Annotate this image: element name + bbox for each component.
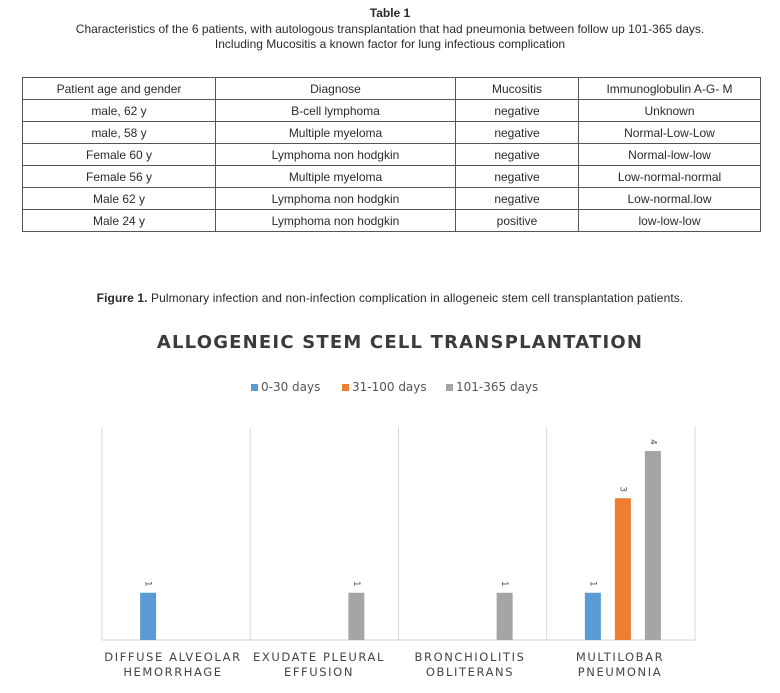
legend-swatch xyxy=(446,384,453,391)
cell-mucositis: positive xyxy=(456,210,579,232)
data-label: 1 xyxy=(499,580,510,587)
cell-age-gender: Male 62 y xyxy=(23,188,216,210)
header-immunoglobulin: Immunoglobulin A-G- M xyxy=(579,78,761,100)
table-row xyxy=(23,188,761,210)
category-label: PNEUMONIA xyxy=(577,665,663,679)
bar xyxy=(615,498,631,640)
bar xyxy=(497,593,513,640)
header-diagnose: Diagnose xyxy=(216,78,456,100)
cell-age-gender: male, 62 y xyxy=(23,100,216,122)
table-caption-line2: Including Mucositis a known factor for lung infectious complication xyxy=(214,37,566,51)
cell-diagnose: Multiple myeloma xyxy=(216,122,456,144)
cell-immunoglobulin: Normal-Low-Low xyxy=(579,122,761,144)
bar xyxy=(585,593,601,640)
category-label: EXUDATE PLEURAL xyxy=(253,650,385,664)
cell-mucositis: negative xyxy=(456,144,579,166)
category-label: HEMORRHAGE xyxy=(123,665,223,679)
figure-caption xyxy=(0,291,780,305)
cell-mucositis: negative xyxy=(456,122,579,144)
cell-immunoglobulin: Unknown xyxy=(579,100,761,122)
table-row xyxy=(23,210,761,232)
data-label: 3 xyxy=(617,486,628,493)
legend-label: 0-30 days xyxy=(261,380,321,394)
patients-table xyxy=(22,77,761,232)
table-row xyxy=(23,166,761,188)
header-age-gender: Patient age and gender xyxy=(23,78,216,100)
data-label: 1 xyxy=(350,580,361,587)
data-label: 1 xyxy=(587,580,598,587)
chart-legend xyxy=(251,380,538,394)
figure-label: Figure 1. xyxy=(96,291,148,305)
header-mucositis: Mucositis xyxy=(456,78,579,100)
category-label: BRONCHIOLITIS xyxy=(414,650,526,664)
bar xyxy=(645,451,661,640)
chart-title: ALLOGENEIC STEM CELL TRANSPLANTATION xyxy=(156,332,644,353)
category-label: MULTILOBAR xyxy=(575,650,665,664)
cell-age-gender: Male 24 y xyxy=(23,210,216,232)
cell-mucositis: negative xyxy=(456,100,579,122)
cell-age-gender: male, 58 y xyxy=(23,122,216,144)
table-title: Table 1 xyxy=(369,6,411,20)
cell-immunoglobulin: Low-normal-normal xyxy=(579,166,761,188)
bar xyxy=(140,593,156,640)
bar-chart xyxy=(0,320,780,693)
cell-diagnose: B-cell lymphoma xyxy=(216,100,456,122)
data-label: 1 xyxy=(142,580,153,587)
category-label: DIFFUSE ALVEOLAR xyxy=(104,650,242,664)
cell-diagnose: Lymphoma non hodgkin xyxy=(216,188,456,210)
cell-immunoglobulin: low-low-low xyxy=(579,210,761,232)
table-row xyxy=(23,100,761,122)
cell-diagnose: Multiple myeloma xyxy=(216,166,456,188)
cell-diagnose: Lymphoma non hodgkin xyxy=(216,210,456,232)
cell-mucositis: negative xyxy=(456,188,579,210)
cell-mucositis: negative xyxy=(456,166,579,188)
legend-swatch xyxy=(342,384,349,391)
category-label: OBLITERANS xyxy=(425,665,515,679)
table-row xyxy=(23,144,761,166)
cell-immunoglobulin: Normal-low-low xyxy=(579,144,761,166)
plot-area xyxy=(102,427,695,679)
legend-swatch xyxy=(251,384,258,391)
data-label: 4 xyxy=(647,439,658,445)
table-header-row xyxy=(23,78,761,100)
cell-diagnose: Lymphoma non hodgkin xyxy=(216,144,456,166)
legend-label: 101-365 days xyxy=(456,380,539,394)
figure-caption-text: Pulmonary infection and non-infection complication in allogeneic stem cell transplantation patients. xyxy=(151,291,684,305)
table-row xyxy=(23,122,761,144)
cell-age-gender: Female 60 y xyxy=(23,144,216,166)
cell-age-gender: Female 56 y xyxy=(23,166,216,188)
bar xyxy=(348,593,364,640)
cell-immunoglobulin: Low-normal.low xyxy=(579,188,761,210)
legend-label: 31-100 days xyxy=(352,380,427,394)
category-label: EFFUSION xyxy=(283,665,355,679)
table-caption-line1: Characteristics of the 6 patients, with autologous transplantation that had pneumonia between follow up 101-365 days. xyxy=(75,22,705,36)
